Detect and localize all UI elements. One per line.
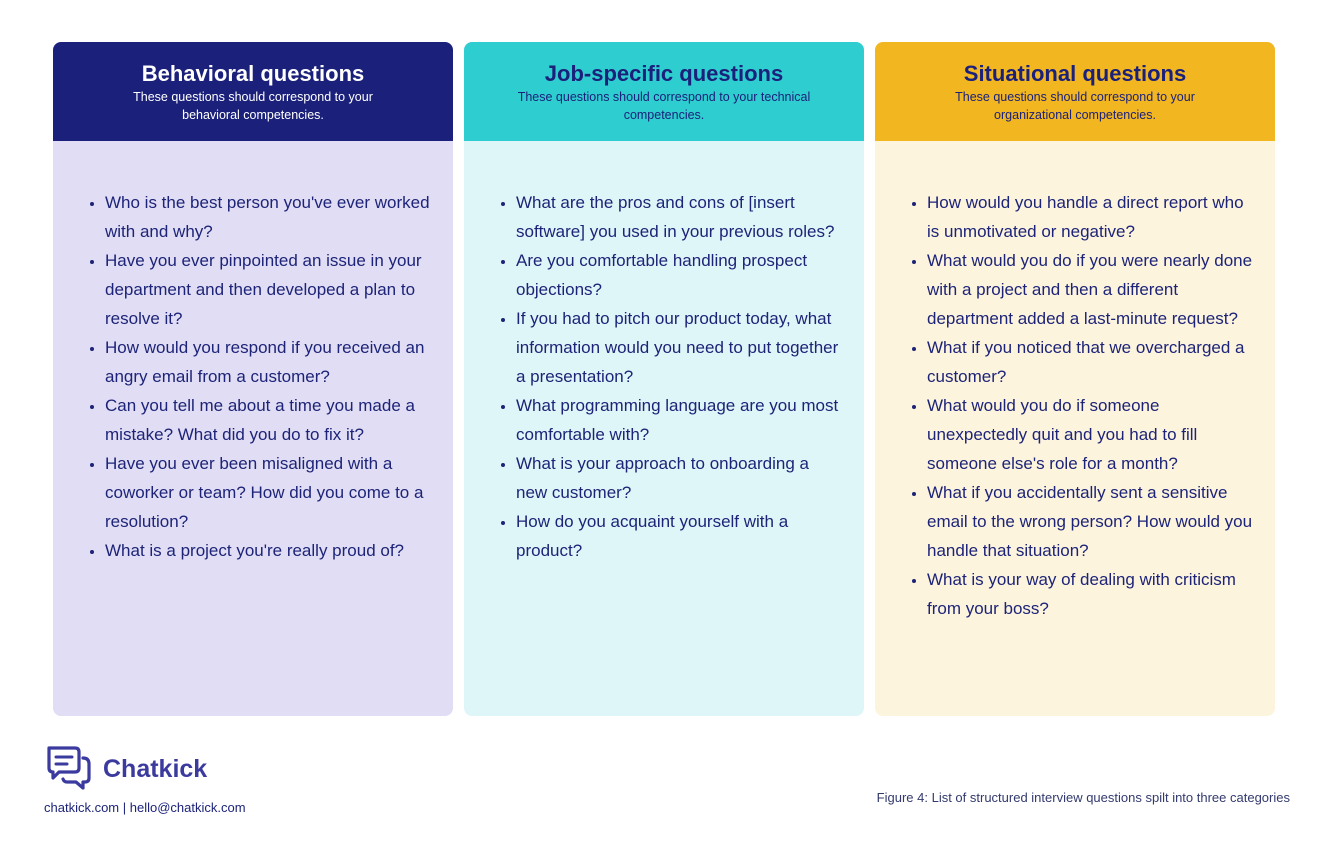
list-item: • What would you do if someone unexpectedly quit and you had to fill someone else's role for a month?	[927, 391, 1255, 478]
contact-info: chatkick.com | hello@chatkick.com	[44, 800, 246, 815]
job-specific-questions-card	[464, 42, 864, 716]
card-body	[464, 141, 864, 716]
card-header	[464, 42, 864, 141]
list-item: • What if you noticed that we overcharged a customer?	[927, 333, 1255, 391]
card-title: Job-specific questions	[544, 61, 784, 86]
list-item: • How do you acquaint yourself with a product?	[516, 507, 844, 565]
list-item: • Who is the best person you've ever worked with and why?	[105, 188, 433, 246]
list-item: • Have you ever pinpointed an issue in your department and then developed a plan to resolve it?	[105, 246, 433, 333]
list-item: • Can you tell me about a time you made a mistake? What did you do to fix it?	[105, 391, 433, 449]
list-item: • If you had to pitch our product today, what information would you need to put together a presentation?	[516, 304, 844, 391]
situational-questions-card	[875, 42, 1275, 716]
chat-bubbles-icon	[45, 744, 93, 792]
card-subtitle: These questions should correspond to your behavioral competencies.	[133, 90, 373, 122]
list-item: • What is your approach to onboarding a new customer?	[516, 449, 844, 507]
card-subtitle: These questions should correspond to your technical competencies.	[517, 90, 811, 122]
brand-name: Chatkick	[103, 754, 208, 783]
figure-caption: Figure 4: List of structured interview questions spilt into three categories	[876, 790, 1290, 805]
list-item: • What programming language are you most comfortable with?	[516, 391, 844, 449]
list-item: • How would you handle a direct report who is unmotivated or negative?	[927, 188, 1255, 246]
list-item: • Are you comfortable handling prospect objections?	[516, 246, 844, 304]
behavioral-questions-card	[53, 42, 453, 716]
list-item: • What would you do if you were nearly done with a project and then a different department added a last-minute request?	[927, 246, 1255, 333]
list-item: • What are the pros and cons of [insert software] you used in your previous roles?	[516, 188, 844, 246]
list-item: • Have you ever been misaligned with a coworker or team? How did you come to a resolution?	[105, 449, 433, 536]
card-body	[875, 141, 1275, 716]
list-item: • What is your way of dealing with criticism from your boss?	[927, 565, 1255, 623]
list-item: • What if you accidentally sent a sensitive email to the wrong person? How would you handle that situation?	[927, 478, 1255, 565]
card-title: Behavioral questions	[141, 61, 365, 86]
card-header	[875, 42, 1275, 141]
list-item: • How would you respond if you received an angry email from a customer?	[105, 333, 433, 391]
card-title: Situational questions	[963, 61, 1187, 86]
card-subtitle: These questions should correspond to your organizational competencies.	[955, 90, 1195, 122]
brand-logo	[45, 744, 207, 792]
question-list	[87, 188, 433, 565]
question-list	[909, 188, 1255, 623]
question-list	[498, 188, 844, 565]
list-item: • What is a project you're really proud of?	[105, 536, 433, 565]
card-header	[53, 42, 453, 141]
card-body	[53, 141, 453, 716]
